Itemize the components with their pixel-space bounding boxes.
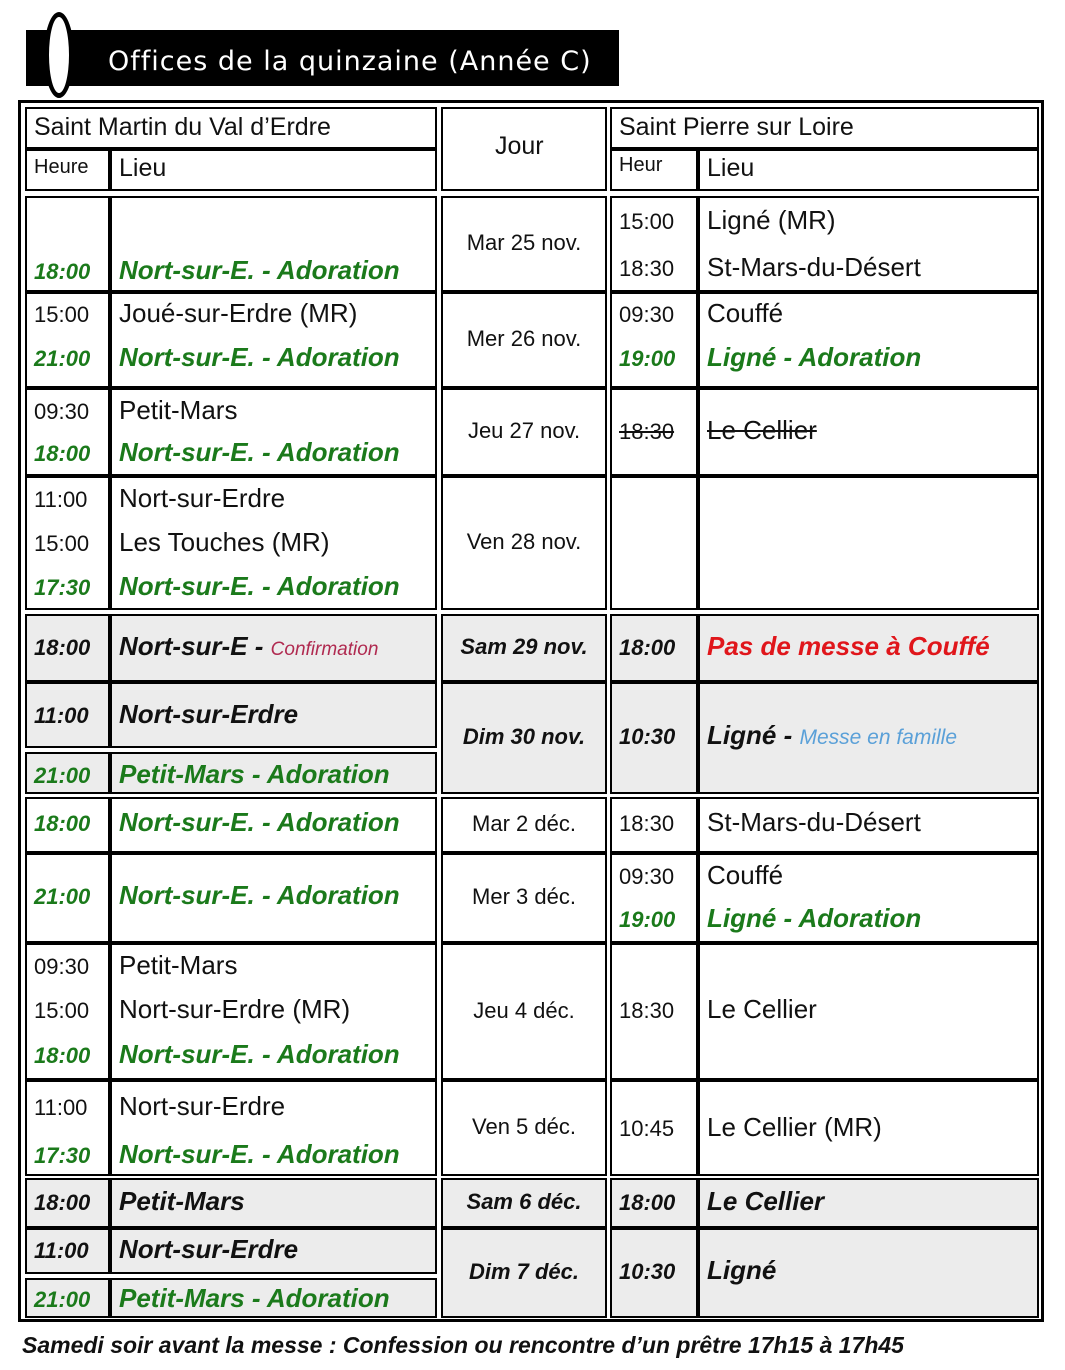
day-label: Ven 28 nov. bbox=[466, 529, 582, 554]
right-place bbox=[707, 994, 817, 1025]
right-place-text: Couffé bbox=[707, 860, 784, 890]
left-time: 21:00 bbox=[34, 1287, 91, 1312]
left-place bbox=[119, 255, 400, 286]
left-place bbox=[119, 994, 350, 1025]
left-place bbox=[119, 437, 400, 468]
left-place-text: Nort-sur-Erdre bbox=[119, 483, 286, 513]
left-place-text: Nort-sur-E. - Adoration bbox=[119, 880, 400, 910]
left-place-text: Nort-sur-E bbox=[119, 631, 248, 661]
left-time: 18:00 bbox=[34, 1043, 91, 1068]
day-label: Mar 2 déc. bbox=[472, 811, 576, 836]
left-time: 21:00 bbox=[34, 884, 91, 909]
left-place-text: Nort-sur-E. - Adoration bbox=[119, 571, 400, 601]
left-place bbox=[119, 1186, 245, 1217]
right-note: Messe en famille bbox=[799, 726, 958, 749]
header-right-heure-label: Heur bbox=[619, 154, 663, 176]
footer-note: Samedi soir avant la messe : Confession ou rencontre d’un prêtre 17h15 à 17h45 bbox=[22, 1332, 904, 1358]
day-label: Mer 26 nov. bbox=[466, 326, 582, 351]
left-place bbox=[119, 342, 400, 373]
right-time: 10:30 bbox=[619, 724, 676, 749]
header-right-parish-label: Saint Pierre sur Loire bbox=[619, 113, 854, 141]
left-time: 18:00 bbox=[34, 441, 91, 466]
right-time: 18:00 bbox=[619, 635, 676, 660]
day-label: Dim 30 nov. bbox=[462, 724, 586, 749]
right-place bbox=[707, 903, 921, 934]
right-place bbox=[707, 631, 990, 662]
day-label: Sam 6 déc. bbox=[466, 1189, 582, 1214]
right-time: 15:00 bbox=[619, 209, 675, 234]
right-place-text: Ligné (MR) bbox=[707, 205, 836, 235]
left-place bbox=[119, 880, 400, 911]
right-time: 10:45 bbox=[619, 1116, 675, 1141]
right-place-text: Le Cellier bbox=[707, 1186, 825, 1216]
left-place-text: Petit-Mars - Adoration bbox=[119, 759, 390, 789]
right-place bbox=[707, 298, 783, 329]
left-time: 17:30 bbox=[34, 1143, 91, 1168]
left-place-text: Petit-Mars bbox=[119, 1186, 245, 1216]
header-jour-label: Jour bbox=[495, 132, 544, 160]
right-place-text: Ligné bbox=[707, 1255, 777, 1285]
left-place bbox=[119, 631, 378, 662]
right-place-text: St-Mars-du-Désert bbox=[707, 807, 921, 837]
day-label: Jeu 27 nov. bbox=[467, 418, 581, 443]
left-place-text: Nort-sur-E. - Adoration bbox=[119, 1139, 400, 1169]
left-time: 15:00 bbox=[34, 531, 90, 556]
right-place bbox=[707, 415, 817, 446]
right-place bbox=[707, 1186, 824, 1217]
left-note: Confirmation bbox=[270, 639, 379, 660]
left-place-text: Les Touches (MR) bbox=[119, 527, 330, 557]
right-place bbox=[707, 1112, 882, 1143]
left-time: 21:00 bbox=[34, 763, 91, 788]
left-place-text: Petit-Mars - Adoration bbox=[119, 1283, 390, 1313]
left-time: 15:00 bbox=[34, 998, 90, 1023]
day-label: Jeu 4 déc. bbox=[473, 997, 575, 1023]
left-place bbox=[119, 759, 390, 790]
right-place bbox=[707, 205, 836, 236]
left-time: 18:00 bbox=[34, 259, 91, 284]
right-time: 18:30 bbox=[619, 419, 675, 444]
day-label: Sam 29 nov. bbox=[460, 634, 588, 659]
left-place-text: Nort-sur-Erdre (MR) bbox=[119, 994, 351, 1024]
left-time: 18:00 bbox=[34, 811, 91, 836]
day-label: Dim 7 déc. bbox=[468, 1259, 580, 1284]
right-place-text: Le Cellier (MR) bbox=[707, 1112, 882, 1142]
right-place bbox=[707, 342, 921, 373]
left-place-text: Nort-sur-E. - Adoration bbox=[119, 255, 400, 285]
left-time: 18:00 bbox=[34, 1190, 91, 1215]
left-place bbox=[119, 950, 237, 981]
binder-ring-icon bbox=[44, 12, 74, 98]
left-place bbox=[119, 527, 330, 558]
left-place bbox=[119, 1234, 298, 1265]
page-title: Offices de la quinzaine (Année C) bbox=[108, 46, 592, 77]
right-place-text: Ligné - Adoration bbox=[707, 903, 922, 933]
left-place bbox=[119, 1039, 400, 1070]
left-place-text: Nort-sur-Erdre bbox=[119, 699, 299, 729]
left-place bbox=[119, 1091, 285, 1122]
left-time: 11:00 bbox=[34, 487, 88, 512]
left-place-text: Nort-sur-E. - Adoration bbox=[119, 342, 400, 372]
right-place bbox=[707, 1255, 776, 1286]
right-place-text: Ligné - Adoration bbox=[707, 342, 922, 372]
left-place bbox=[119, 483, 285, 514]
right-time: 19:00 bbox=[619, 907, 676, 932]
right-time: 10:30 bbox=[619, 1259, 676, 1284]
left-place-text: Petit-Mars bbox=[119, 950, 238, 980]
left-place bbox=[119, 395, 237, 426]
right-time: 19:00 bbox=[619, 346, 676, 371]
header-left-parish-label: Saint Martin du Val d’Erdre bbox=[34, 113, 331, 141]
day-label: Mar 25 nov. bbox=[466, 230, 582, 255]
separator: - bbox=[776, 720, 800, 750]
left-place bbox=[119, 1139, 400, 1170]
left-time: 17:30 bbox=[34, 575, 91, 600]
left-place-text: Nort-sur-Erdre bbox=[119, 1234, 299, 1264]
left-place-text: Nort-sur-Erdre bbox=[119, 1091, 286, 1121]
header-right-lieu-label: Lieu bbox=[707, 154, 755, 182]
left-place-text: Nort-sur-E. - Adoration bbox=[119, 807, 400, 837]
left-time: 09:30 bbox=[34, 399, 90, 424]
right-time: 09:30 bbox=[619, 864, 675, 889]
left-place bbox=[119, 571, 400, 602]
left-time: 11:00 bbox=[34, 1238, 89, 1263]
right-place-text: St-Mars-du-Désert bbox=[707, 252, 921, 282]
right-time: 18:30 bbox=[619, 811, 675, 836]
right-place-text: Le Cellier bbox=[707, 415, 817, 445]
left-time: 11:00 bbox=[34, 1095, 88, 1120]
left-place bbox=[119, 1283, 390, 1314]
day-label: Mer 3 déc. bbox=[472, 884, 576, 909]
right-time: 18:30 bbox=[619, 256, 675, 281]
right-time: 18:00 bbox=[619, 1190, 676, 1215]
left-place-text: Nort-sur-E. - Adoration bbox=[119, 1039, 400, 1069]
left-time: 18:00 bbox=[34, 635, 91, 660]
right-place bbox=[707, 807, 921, 838]
header-left-lieu-label: Lieu bbox=[119, 154, 167, 182]
right-place-text: Le Cellier bbox=[707, 994, 817, 1024]
left-time: 09:30 bbox=[34, 954, 90, 979]
right-time: 09:30 bbox=[619, 302, 675, 327]
left-time: 21:00 bbox=[34, 346, 91, 371]
left-place-text: Nort-sur-E. - Adoration bbox=[119, 437, 400, 467]
day-label: Ven 5 déc. bbox=[472, 1114, 576, 1139]
right-place-cell bbox=[698, 476, 1039, 610]
right-place-text: Ligné bbox=[707, 720, 777, 750]
separator: - bbox=[247, 631, 271, 661]
left-place bbox=[119, 298, 357, 329]
right-place bbox=[707, 720, 957, 751]
right-place-text: Pas de messe à Couffé bbox=[707, 631, 990, 661]
right-place-text: Couffé bbox=[707, 298, 784, 328]
right-time: 18:30 bbox=[619, 998, 675, 1023]
left-time: 15:00 bbox=[34, 302, 90, 327]
left-place-text: Joué-sur-Erdre (MR) bbox=[119, 298, 358, 328]
left-time: 11:00 bbox=[34, 703, 89, 728]
right-time-cell bbox=[610, 476, 698, 610]
right-place bbox=[707, 860, 783, 891]
left-place bbox=[119, 807, 400, 838]
right-place bbox=[707, 252, 921, 283]
left-place-text: Petit-Mars bbox=[119, 395, 238, 425]
left-place bbox=[119, 699, 298, 730]
header-left-heure-label: Heure bbox=[34, 156, 89, 178]
